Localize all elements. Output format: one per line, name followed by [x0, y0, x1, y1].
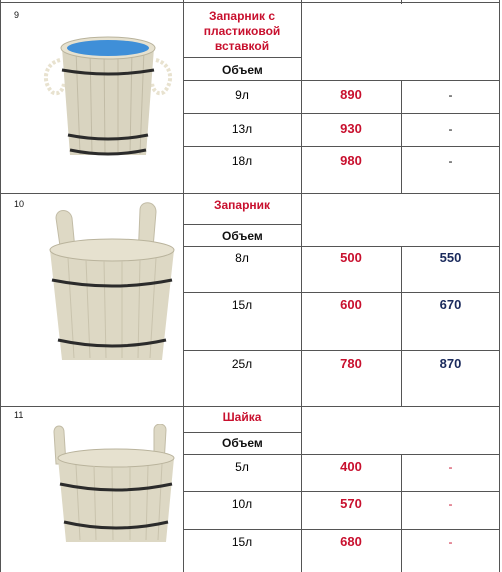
- row-line: [183, 529, 500, 530]
- size-cell: 15л: [231, 535, 253, 549]
- price-cell: 600: [340, 297, 362, 312]
- section-divider-2: [0, 406, 500, 407]
- column-divider-image: [183, 0, 184, 572]
- steamer-bucket-image: [44, 200, 179, 370]
- row-line: [183, 432, 301, 433]
- size-cell: 18л: [231, 154, 253, 168]
- section-divider-1: [0, 193, 500, 194]
- column-divider-top-stub: [401, 0, 402, 4]
- price-cell: 930: [340, 121, 362, 136]
- column-divider-size: [301, 0, 302, 572]
- price2-cell: 550: [439, 250, 462, 265]
- price-cell: 400: [340, 459, 362, 474]
- size-cell: 25л: [231, 357, 253, 371]
- price2-cell: 870: [439, 356, 462, 371]
- size-cell: 5л: [235, 460, 249, 474]
- row-line: [183, 146, 500, 147]
- table-border-left: [0, 0, 1, 572]
- barrel-steamer-with-liner-image: [38, 20, 178, 170]
- row-line: [183, 292, 500, 293]
- price2-cell: -: [448, 154, 453, 168]
- product-title: Запарник: [213, 198, 271, 212]
- price2-cell: -: [448, 497, 453, 511]
- price-cell: 780: [340, 356, 362, 371]
- price-cell: 680: [340, 534, 362, 549]
- price2-cell: -: [448, 535, 453, 549]
- price-cell: 980: [340, 153, 362, 168]
- volume-label: Объем: [222, 63, 263, 77]
- product-number: 11: [14, 410, 24, 420]
- row-line: [183, 113, 500, 114]
- price2-cell: -: [448, 122, 453, 136]
- product-title: Шайка: [222, 410, 262, 424]
- volume-label: Объем: [222, 229, 263, 243]
- column-divider-price-2: [401, 246, 402, 406]
- size-cell: 8л: [235, 251, 249, 265]
- row-line: [183, 454, 500, 455]
- price2-cell: -: [448, 88, 453, 102]
- table-border-right: [499, 0, 500, 572]
- size-cell: 13л: [231, 122, 253, 136]
- product-number: 10: [14, 199, 25, 209]
- volume-label: Объем: [222, 436, 263, 450]
- wash-tub-image: [50, 424, 180, 552]
- row-line: [183, 491, 500, 492]
- price-cell: 570: [340, 496, 362, 511]
- price-cell: 500: [340, 250, 362, 265]
- price-cell: 890: [340, 87, 362, 102]
- product-title: Запарник с пластиковой вставкой: [203, 9, 281, 53]
- table-border-top: [0, 2, 500, 3]
- product-number: 9: [14, 10, 20, 20]
- row-line: [183, 224, 301, 225]
- row-line: [183, 350, 500, 351]
- size-cell: 9л: [235, 88, 249, 102]
- row-line: [183, 80, 500, 81]
- price2-cell: -: [448, 460, 453, 474]
- price2-cell: 670: [439, 297, 462, 312]
- row-line: [183, 246, 500, 247]
- size-cell: 15л: [231, 298, 253, 312]
- size-cell: 10л: [231, 497, 253, 511]
- row-line: [183, 57, 301, 58]
